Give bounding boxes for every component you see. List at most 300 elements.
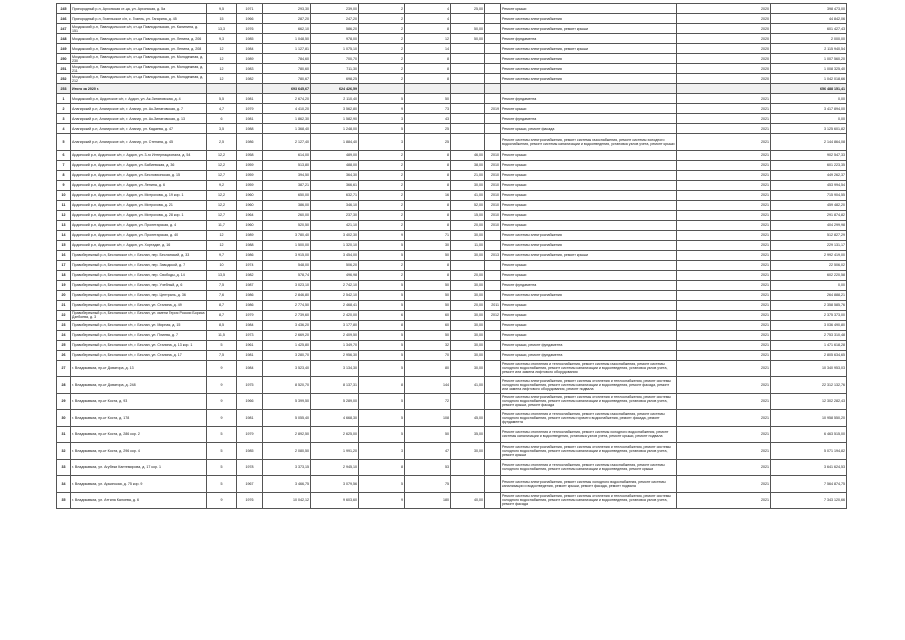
entrances-cell: 5 bbox=[359, 300, 405, 310]
wear-cell: 9,7 bbox=[207, 250, 237, 260]
year-cell: 1983 bbox=[237, 64, 263, 74]
table-row bbox=[57, 300, 847, 310]
cost-cell: 398 473,00 bbox=[771, 4, 847, 14]
entrances-cell: 5 bbox=[359, 124, 405, 134]
entrances-cell: 2 bbox=[359, 24, 405, 34]
cost-cell: 22 506,02 bbox=[771, 260, 847, 270]
row-number-cell: 26 bbox=[57, 350, 71, 360]
repair-period-cell: 2020 bbox=[677, 34, 771, 44]
total-area-cell: 662,10 bbox=[263, 24, 311, 34]
address-cell: Моздокский р-н, Ардонское с/п, г. Ардон, ул. Ак-Зинатовская, д. 4 bbox=[71, 94, 207, 104]
year-cell: 1961 bbox=[237, 340, 263, 350]
year-cell: 1989 bbox=[237, 54, 263, 64]
total-area-cell: 2 669,20 bbox=[263, 330, 311, 340]
address-cell: Правобережный р-н, Бесланское г/п, г. Беслан, пер. Заводской, д. 7 bbox=[71, 260, 207, 270]
repair-period-cell: 2021 bbox=[677, 220, 771, 230]
row-number-cell: 23 bbox=[57, 320, 71, 330]
row-number-cell: 251 bbox=[57, 64, 71, 74]
work-types-cell: Ремонт системы электроснабжения bbox=[501, 230, 677, 240]
work-types-cell: Ремонт системы электроснабжения, ремонт крыши bbox=[501, 24, 677, 34]
total-area-cell: 1 425,80 bbox=[263, 340, 311, 350]
entrances-cell: 5 bbox=[359, 290, 405, 300]
row-number-cell: 2 bbox=[57, 104, 71, 114]
total-area-cell: 4 410,20 bbox=[263, 104, 311, 114]
year-cell: 1974 bbox=[237, 260, 263, 270]
table-row bbox=[57, 320, 847, 330]
entrances-cell: 9 bbox=[359, 230, 405, 240]
percent-cell: 15,00 bbox=[451, 210, 485, 220]
row-number-cell: 11 bbox=[57, 200, 71, 210]
year-cell bbox=[237, 84, 263, 94]
wear-cell: 12,2 bbox=[207, 200, 237, 210]
address-cell: Ардонский р-н, Ардонское с/п, г. Ардон, ул. Пролетарская, д. 40 bbox=[71, 230, 207, 240]
address-cell: г. Владикавказ, пр-кт Доватора, д. 13 bbox=[71, 360, 207, 377]
cost-cell: 2 358 585,76 bbox=[771, 300, 847, 310]
year-cell: 1981 bbox=[237, 94, 263, 104]
last-repair-year-cell: 2010 bbox=[485, 170, 501, 180]
living-area-cell: 700,70 bbox=[311, 54, 359, 64]
living-area-cell: 2 945,10 bbox=[311, 459, 359, 476]
last-repair-year-cell bbox=[485, 459, 501, 476]
cost-cell: 602 220,58 bbox=[771, 270, 847, 280]
residents-cell: 25 bbox=[405, 134, 451, 151]
table-row bbox=[57, 170, 847, 180]
total-area-cell: 8 520,70 bbox=[263, 377, 311, 394]
entrances-cell: 2 bbox=[359, 190, 405, 200]
wear-cell: 5,5 bbox=[207, 94, 237, 104]
year-cell: 1986 bbox=[237, 134, 263, 151]
cost-cell: 6 463 515,00 bbox=[771, 426, 847, 443]
table-row bbox=[57, 410, 847, 427]
address-cell: г. Владикавказ, пр-кт Коста, д. 286 кор. 2 bbox=[71, 426, 207, 443]
wear-cell bbox=[207, 84, 237, 94]
living-area-cell: 632,71 bbox=[311, 190, 359, 200]
work-types-cell: Ремонт системы электроснабжения bbox=[501, 14, 677, 24]
total-area-cell: 784,60 bbox=[263, 54, 311, 64]
work-types-cell: Ремонт крыши, ремонт фундамента bbox=[501, 350, 677, 360]
row-number-cell: 10 bbox=[57, 190, 71, 200]
living-area-cell: 2 542,10 bbox=[311, 290, 359, 300]
living-area-cell: 978,00 bbox=[311, 34, 359, 44]
residents-cell: 50 bbox=[405, 426, 451, 443]
table-body bbox=[57, 4, 847, 509]
percent-cell: 52,00 bbox=[451, 200, 485, 210]
cost-cell: 3 641 624,53 bbox=[771, 459, 847, 476]
percent-cell: 30,00 bbox=[451, 280, 485, 290]
entrances-cell: 2 bbox=[359, 14, 405, 24]
last-repair-year-cell bbox=[485, 270, 501, 280]
living-area-cell: 1 582,90 bbox=[311, 114, 359, 124]
cost-cell: 459 482,20 bbox=[771, 200, 847, 210]
residents-cell: 25 bbox=[405, 124, 451, 134]
table-row bbox=[57, 150, 847, 160]
work-types-cell: Ремонт системы отопления и теплоснабжения, ремонт системы газоснабжения, ремонт системы холодного водоснабжения, ремонт системы канализации и водоотведения, ремонт крыши bbox=[501, 459, 677, 476]
work-types-cell: Ремонт системы электроснабжения, ремонт системы газоснабжения, ремонт системы холодного водоснабжения, ремонт системы канализации и водоотведения, установка узлов учета, ремонт крыши bbox=[501, 134, 677, 151]
table-total-row bbox=[57, 84, 847, 94]
table-row bbox=[57, 34, 847, 44]
work-types-cell: Ремонт крыши bbox=[501, 310, 677, 320]
wear-cell: 13,5 bbox=[207, 270, 237, 280]
repair-period-cell: 2021 bbox=[677, 393, 771, 410]
entrances-cell: 3 bbox=[359, 443, 405, 460]
table-row bbox=[57, 260, 847, 270]
residents-cell: 8 bbox=[405, 150, 451, 160]
wear-cell: 11,5 bbox=[207, 330, 237, 340]
last-repair-year-cell: 2010 bbox=[485, 220, 501, 230]
wear-cell: 7,6 bbox=[207, 290, 237, 300]
last-repair-year-cell bbox=[485, 360, 501, 377]
work-types-cell: Ремонт фундамента bbox=[501, 114, 677, 124]
work-types-cell: Ремонт крыши bbox=[501, 270, 677, 280]
total-area-cell: 2 080,50 bbox=[263, 443, 311, 460]
living-area-cell: 237,30 bbox=[311, 210, 359, 220]
row-number-cell: 35 bbox=[57, 492, 71, 509]
table-row bbox=[57, 14, 847, 24]
repair-period-cell: 2021 bbox=[677, 350, 771, 360]
table-row bbox=[57, 54, 847, 64]
entrances-cell: 5 bbox=[359, 340, 405, 350]
residents-cell: 72 bbox=[405, 393, 451, 410]
cost-cell: 2 375 373,00 bbox=[771, 310, 847, 320]
percent-cell: 50,00 bbox=[451, 34, 485, 44]
address-cell: г. Владикавказ, ул. Аттила Калоева, д. 6 bbox=[71, 492, 207, 509]
living-area-cell: 4 668,30 bbox=[311, 410, 359, 427]
address-cell: Алагирский р-н, Алагирское с/п, г. Алагир, ул. Ак-Зинатовская, д. 13 bbox=[71, 114, 207, 124]
last-repair-year-cell: 2010 bbox=[485, 160, 501, 170]
work-types-cell: Ремонт крыши bbox=[501, 320, 677, 330]
repair-period-cell: 2021 bbox=[677, 190, 771, 200]
living-area-cell: 506,20 bbox=[311, 260, 359, 270]
residents-cell: 50 bbox=[405, 330, 451, 340]
percent-cell: 20,00 bbox=[451, 270, 485, 280]
cost-cell: 715 904,55 bbox=[771, 190, 847, 200]
total-area-cell: 520,50 bbox=[263, 220, 311, 230]
repair-period-cell: 2021 bbox=[677, 459, 771, 476]
entrances-cell: 3 bbox=[359, 134, 405, 151]
residents-cell: 8 bbox=[405, 260, 451, 270]
entrances-cell: 9 bbox=[359, 492, 405, 509]
living-area-cell: 1 075,10 bbox=[311, 44, 359, 54]
address-cell: Правобережный р-н, Бесланское г/п, г. Беслан, ул. Сталина, д. 17 bbox=[71, 350, 207, 360]
work-types-cell: Ремонт системы отопления и теплоснабжения, ремонт системы газоснабжения, ремонт системы холодного водоснабжения, ремонт системы горячего водоснабжения, ремонт фасада, ремонт фундамента bbox=[501, 410, 677, 427]
row-number-cell: 15 bbox=[57, 240, 71, 250]
entrances-cell: 2 bbox=[359, 210, 405, 220]
year-cell: 1988 bbox=[237, 124, 263, 134]
last-repair-year-cell bbox=[485, 74, 501, 84]
repair-period-cell: 2021 bbox=[677, 134, 771, 151]
percent-cell: 20,00 bbox=[451, 300, 485, 310]
percent-cell: 46,00 bbox=[451, 150, 485, 160]
living-area-cell: 698,25 bbox=[311, 74, 359, 84]
total-area-cell: 2 674,20 bbox=[263, 94, 311, 104]
wear-cell: 12 bbox=[207, 240, 237, 250]
row-number-cell: 32 bbox=[57, 443, 71, 460]
percent-cell bbox=[451, 134, 485, 151]
residents-cell: 80 bbox=[405, 360, 451, 377]
percent-cell: 41,00 bbox=[451, 190, 485, 200]
repair-period-cell: 2020 bbox=[677, 4, 771, 14]
repair-period-cell: 2021 bbox=[677, 280, 771, 290]
address-cell: Моздокский р-н, Павлодольское с/п, ст-ца Павлодольская, ул. Калинина, д. 151 bbox=[71, 24, 207, 34]
row-number-cell: 7 bbox=[57, 160, 71, 170]
last-repair-year-cell bbox=[485, 240, 501, 250]
work-types-cell: Ремонт крыши bbox=[501, 160, 677, 170]
total-area-cell: 387,21 bbox=[263, 180, 311, 190]
last-repair-year-cell bbox=[485, 260, 501, 270]
repair-period-cell: 2021 bbox=[677, 330, 771, 340]
percent-cell bbox=[451, 260, 485, 270]
wear-cell: 9 bbox=[207, 360, 237, 377]
wear-cell: 12 bbox=[207, 230, 237, 240]
entrances-cell: 9 bbox=[359, 104, 405, 114]
percent-cell: 40,00 bbox=[451, 492, 485, 509]
residents-cell: 108 bbox=[405, 410, 451, 427]
address-cell: г. Владикавказ, пр-кт Доватора, д. 248 bbox=[71, 377, 207, 394]
entrances-cell: 2 bbox=[359, 54, 405, 64]
wear-cell: 5 bbox=[207, 476, 237, 493]
table-row bbox=[57, 240, 847, 250]
entrances-cell: 2 bbox=[359, 270, 405, 280]
wear-cell: 8,7 bbox=[207, 300, 237, 310]
entrances-cell: 2 bbox=[359, 34, 405, 44]
residents-cell bbox=[405, 84, 451, 94]
cost-cell: 10 340 953,03 bbox=[771, 360, 847, 377]
living-area-cell: 3 562,80 bbox=[311, 104, 359, 114]
work-types-cell: Ремонт крыши bbox=[501, 220, 677, 230]
wear-cell: 12 bbox=[207, 64, 237, 74]
work-types-cell bbox=[501, 84, 677, 94]
cost-cell: 7 564 874,75 bbox=[771, 476, 847, 493]
row-number-cell: 5 bbox=[57, 134, 71, 151]
residents-cell: 50 bbox=[405, 250, 451, 260]
address-cell: Правобережный р-н, Бесланское г/п, г. Беслан, ул. Мирная, д. 15 bbox=[71, 320, 207, 330]
table-row bbox=[57, 476, 847, 493]
cost-cell: 3 036 490,80 bbox=[771, 320, 847, 330]
address-cell: Пригородный р-н, Гизельское с/п, с. Гизель, ул. Гагарина, д. 45 bbox=[71, 14, 207, 24]
entrances-cell: 2 bbox=[359, 150, 405, 160]
cost-cell: 1 007 560,20 bbox=[771, 54, 847, 64]
year-cell: 1978 bbox=[237, 459, 263, 476]
living-area-cell: 1 991,20 bbox=[311, 443, 359, 460]
percent-cell bbox=[451, 84, 485, 94]
year-cell: 1958 bbox=[237, 150, 263, 160]
work-types-cell: Ремонт крыши bbox=[501, 300, 677, 310]
wear-cell: 12 bbox=[207, 74, 237, 84]
work-types-cell: Ремонт системы электроснабжения bbox=[501, 74, 677, 84]
year-cell: 1979 bbox=[237, 310, 263, 320]
cost-cell: 1 008 325,40 bbox=[771, 64, 847, 74]
entrances-cell: 8 bbox=[359, 459, 405, 476]
row-number-cell: 19 bbox=[57, 280, 71, 290]
percent-cell: 25,00 bbox=[451, 4, 485, 14]
last-repair-year-cell bbox=[485, 492, 501, 509]
residents-cell: 60 bbox=[405, 310, 451, 320]
address-cell: Алагирский р-н, Алагирское с/п, г. Алагир, ул. Кадаева, д. 47 bbox=[71, 124, 207, 134]
row-number-cell: 25 bbox=[57, 340, 71, 350]
wear-cell: 4,7 bbox=[207, 104, 237, 114]
year-cell: 1988 bbox=[237, 240, 263, 250]
wear-cell: 9 bbox=[207, 377, 237, 394]
entrances-cell: 5 bbox=[359, 330, 405, 340]
cost-cell: 1 042 018,66 bbox=[771, 74, 847, 84]
table-row bbox=[57, 200, 847, 210]
living-area-cell: 586,20 bbox=[311, 24, 359, 34]
residents-cell: 43 bbox=[405, 114, 451, 124]
table-row bbox=[57, 360, 847, 377]
residents-cell: 8 bbox=[405, 54, 451, 64]
cost-cell: 264 888,21 bbox=[771, 290, 847, 300]
row-number-cell: 13 bbox=[57, 220, 71, 230]
wear-cell: 12,2 bbox=[207, 190, 237, 200]
row-number-cell: 245 bbox=[57, 4, 71, 14]
table-row bbox=[57, 330, 847, 340]
living-area-cell: 1 320,10 bbox=[311, 240, 359, 250]
wear-cell: 8,5 bbox=[207, 320, 237, 330]
work-types-cell: Ремонт крыши bbox=[501, 104, 677, 114]
row-number-cell: 16 bbox=[57, 250, 71, 260]
work-types-cell: Ремонт крыши bbox=[501, 200, 677, 210]
percent-cell: 50,00 bbox=[451, 24, 485, 34]
row-number-cell: 252 bbox=[57, 74, 71, 84]
row-number-cell: 249 bbox=[57, 44, 71, 54]
total-area-cell: 386,00 bbox=[263, 200, 311, 210]
table-row bbox=[57, 492, 847, 509]
table-row bbox=[57, 160, 847, 170]
year-cell: 1984 bbox=[237, 44, 263, 54]
percent-cell: 41,00 bbox=[451, 377, 485, 394]
address-cell: Правобережный р-н, Бесланское г/п, г. Беслан, пер. Бесланский, д. 33 bbox=[71, 250, 207, 260]
entrances-cell: 8 bbox=[359, 377, 405, 394]
entrances-cell: 2 bbox=[359, 4, 405, 14]
cost-cell: 2 115 940,54 bbox=[771, 44, 847, 54]
living-area-cell: 624 426,59 bbox=[311, 84, 359, 94]
wear-cell: 12,7 bbox=[207, 170, 237, 180]
table-row bbox=[57, 426, 847, 443]
total-area-cell: 394,50 bbox=[263, 170, 311, 180]
living-area-cell: 421,10 bbox=[311, 220, 359, 230]
repair-period-cell: 2020 bbox=[677, 74, 771, 84]
address-cell: Моздокский р-н, Павлодольское с/п, ст-ца Павлодольская, ул. Молодежная, д. 230 bbox=[71, 54, 207, 64]
percent-cell bbox=[451, 94, 485, 104]
row-number-cell: 28 bbox=[57, 377, 71, 394]
entrances-cell: 2 bbox=[359, 180, 405, 190]
percent-cell: 30,00 bbox=[451, 350, 485, 360]
entrances-cell: 2 bbox=[359, 260, 405, 270]
address-cell: г. Владикавказ, пр-кт Коста, д. 296 кор. 4 bbox=[71, 443, 207, 460]
year-cell: 1959 bbox=[237, 160, 263, 170]
table-row bbox=[57, 290, 847, 300]
work-types-cell: Ремонт фундамента bbox=[501, 34, 677, 44]
cost-cell: 404 299,98 bbox=[771, 220, 847, 230]
percent-cell bbox=[451, 476, 485, 493]
repair-period-cell: 2021 bbox=[677, 124, 771, 134]
table-row bbox=[57, 340, 847, 350]
residents-cell: 180 bbox=[405, 492, 451, 509]
total-area-cell: 1 127,81 bbox=[263, 44, 311, 54]
address-cell: Ардонский р-н, Ардонское с/п, г. Ардон, ул. Митрохова, д. 19 кор. 1 bbox=[71, 190, 207, 200]
year-cell: 1984 bbox=[237, 320, 263, 330]
last-repair-year-cell: 2010 bbox=[485, 210, 501, 220]
table-row bbox=[57, 180, 847, 190]
row-number-cell: 22 bbox=[57, 310, 71, 320]
address-cell: Ардонский р-н, Ардонское с/п, г. Ардон, ул. Митрохова, д. 21 bbox=[71, 200, 207, 210]
wear-cell: 7,5 bbox=[207, 280, 237, 290]
total-area-cell: 1 048,50 bbox=[263, 34, 311, 44]
living-area-cell: 1 884,40 bbox=[311, 134, 359, 151]
entrances-cell: 5 bbox=[359, 360, 405, 377]
entrances-cell: 5 bbox=[359, 426, 405, 443]
repair-period-cell: 2020 bbox=[677, 54, 771, 64]
address-cell: Моздокский р-н, Павлодольское с/п, ст-ца Павлодольская, ул. Ленина, д. 208 bbox=[71, 44, 207, 54]
cost-cell: 12 302 282,43 bbox=[771, 393, 847, 410]
year-cell: 1966 bbox=[237, 14, 263, 24]
year-cell: 1981 bbox=[237, 350, 263, 360]
row-number-cell: 3 bbox=[57, 114, 71, 124]
last-repair-year-cell bbox=[485, 426, 501, 443]
table-row bbox=[57, 114, 847, 124]
residents-cell: 8 bbox=[405, 74, 451, 84]
residents-cell: 14 bbox=[405, 44, 451, 54]
cost-cell: 5 071 194,82 bbox=[771, 443, 847, 460]
living-area-cell: 364,30 bbox=[311, 170, 359, 180]
cost-cell: 7 343 120,66 bbox=[771, 492, 847, 509]
repair-period-cell: 2021 bbox=[677, 150, 771, 160]
entrances-cell: 2 bbox=[359, 220, 405, 230]
living-area-cell: 2 956,30 bbox=[311, 350, 359, 360]
year-cell: 1960 bbox=[237, 190, 263, 200]
address-cell: Ардонский р-н, Ардонское с/п, г. Ардон, ул. Бесловхонская, д. 15 bbox=[71, 170, 207, 180]
last-repair-year-cell bbox=[485, 54, 501, 64]
year-cell: 1981 bbox=[237, 410, 263, 427]
percent-cell: 38,00 bbox=[451, 160, 485, 170]
year-cell: 1985 bbox=[237, 443, 263, 460]
wear-cell: 5 bbox=[207, 443, 237, 460]
year-cell: 1982 bbox=[237, 270, 263, 280]
living-area-cell: 496,98 bbox=[311, 270, 359, 280]
repair-period-cell: 2021 bbox=[677, 410, 771, 427]
repair-period-cell: 2021 bbox=[677, 340, 771, 350]
total-area-cell: 287,20 bbox=[263, 14, 311, 24]
year-cell: 1987 bbox=[237, 280, 263, 290]
row-number-cell: 31 bbox=[57, 426, 71, 443]
living-area-cell: 1 349,70 bbox=[311, 340, 359, 350]
entrances-cell: 3 bbox=[359, 114, 405, 124]
year-cell: 1976 bbox=[237, 492, 263, 509]
address-cell: Моздокский р-н, Павлодольское с/п, ст-ца Павлодольская, ул. Молодежная, д. 212 bbox=[71, 74, 207, 84]
residents-cell: 8 bbox=[405, 160, 451, 170]
cost-cell: 22 312 132,76 bbox=[771, 377, 847, 394]
total-area-cell: 548,00 bbox=[263, 260, 311, 270]
address-cell: Ардонский р-н, Ардонское с/п, г. Ардон, ул. Бабиевская, д. 36 bbox=[71, 160, 207, 170]
repair-period-cell: 2021 bbox=[677, 300, 771, 310]
address-cell: Моздокский р-н, Павлодольское с/п, ст-ца Павлодольская, ул. Ленина, д. 206 bbox=[71, 34, 207, 44]
row-number-cell: 27 bbox=[57, 360, 71, 377]
table-row bbox=[57, 310, 847, 320]
percent-cell: 30,00 bbox=[451, 340, 485, 350]
residents-cell: 30 bbox=[405, 240, 451, 250]
total-area-cell: 780,67 bbox=[263, 74, 311, 84]
residents-cell: 75 bbox=[405, 476, 451, 493]
table-row bbox=[57, 220, 847, 230]
work-types-cell: Ремонт крыши bbox=[501, 180, 677, 190]
address-cell: г. Владикавказ, ул. Агубеки Кантемирова, д. 17 кор. 1 bbox=[71, 459, 207, 476]
percent-cell: 20,00 bbox=[451, 220, 485, 230]
address-cell: Правобережный р-н, Бесланское г/п, г. Беслан, пер. Учебный, д. 6 bbox=[71, 280, 207, 290]
address-cell: Алагирский р-н, Алагирское с/п, г. Алагир, ул. Ак-Зинатовская, д. 7 bbox=[71, 104, 207, 114]
residents-cell: 12 bbox=[405, 34, 451, 44]
wear-cell: 5 bbox=[207, 340, 237, 350]
last-repair-year-cell bbox=[485, 4, 501, 14]
